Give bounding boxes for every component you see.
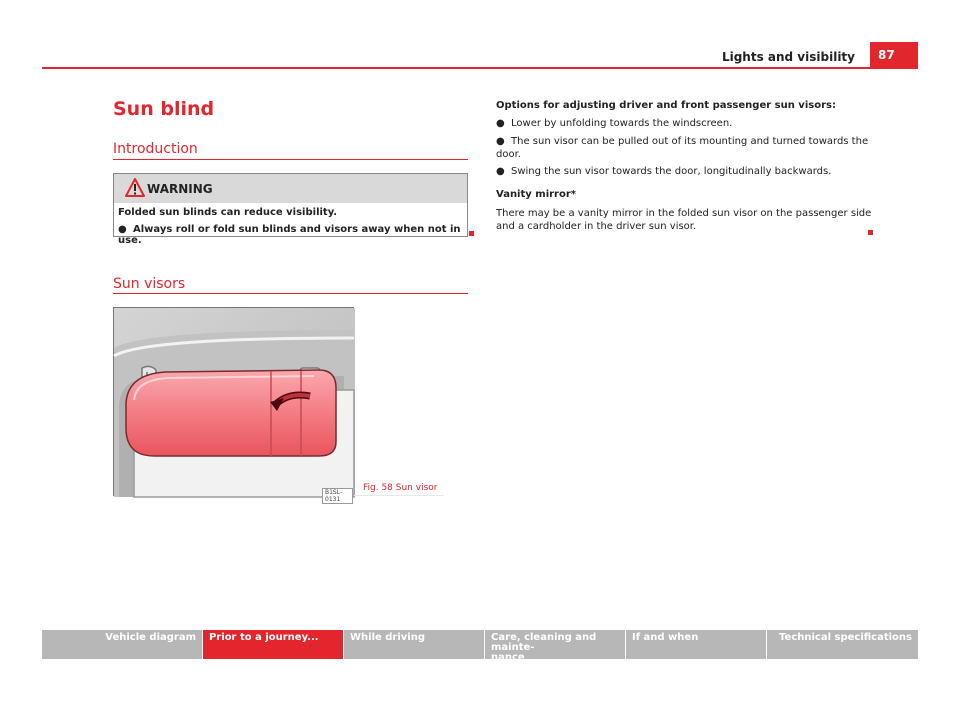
- caption-rule: [354, 495, 444, 496]
- bullet-icon: ●: [496, 166, 505, 177]
- nav-tab-while-driving[interactable]: While driving: [344, 630, 484, 659]
- option-item: ● Swing the sun visor towards the door, longitudinally backwards.: [496, 166, 832, 177]
- nav-tab-care-cleaning[interactable]: Care, cleaning and mainte- nance: [485, 630, 625, 659]
- sun-visor-illustration: [114, 308, 355, 497]
- option-item: ● Lower by unfolding towards the windscreen.: [496, 118, 733, 129]
- warning-header: [114, 174, 467, 203]
- vanity-mirror-text: There may be a vanity mirror in the folded sun visor on the passenger side: [496, 208, 872, 219]
- heading-rule: [113, 293, 468, 294]
- nav-tab-prior-to-journey[interactable]: Prior to a journey...: [203, 630, 343, 659]
- vanity-mirror-text: and a cardholder in the driver sun visor.: [496, 221, 697, 232]
- introduction-heading: Introduction: [113, 141, 198, 157]
- section-title: Sun blind: [113, 98, 215, 120]
- heading-rule: [113, 159, 468, 160]
- sun-visors-heading: Sun visors: [113, 276, 186, 292]
- warning-triangle-icon: [125, 178, 145, 197]
- section-end-mark: [868, 230, 873, 235]
- bullet-icon: ●: [496, 118, 505, 129]
- warning-bullet-text: Always roll or fold sun blinds and visors away when not in use.: [118, 224, 461, 246]
- warning-text: Folded sun blinds can reduce visibility.: [118, 207, 338, 218]
- bullet-icon: ●: [118, 224, 127, 235]
- figure-caption: Fig. 58 Sun visor: [363, 483, 438, 493]
- warning-box: [113, 173, 468, 246]
- nav-tab-technical-specifications[interactable]: Technical specifications: [767, 630, 918, 659]
- figure-code: B1SL-0131: [322, 488, 353, 504]
- bullet-icon: ●: [496, 136, 505, 147]
- nav-tab-if-and-when[interactable]: If and when: [626, 630, 766, 659]
- warning-label: WARNING: [147, 182, 213, 196]
- section-end-mark: [469, 231, 474, 236]
- warning-bullet-item: [118, 224, 467, 246]
- vanity-mirror-heading: Vanity mirror*: [496, 189, 577, 200]
- nav-tab-vehicle-diagram[interactable]: Vehicle diagram: [42, 630, 202, 659]
- options-heading: Options for adjusting driver and front passenger sun visors:: [496, 100, 836, 111]
- chapter-navigation: [42, 630, 918, 663]
- option-item: ● The sun visor can be pulled out of its mounting and turned towards the: [496, 136, 869, 147]
- option-item-continuation: door.: [496, 149, 521, 160]
- page-number: 87: [870, 42, 918, 68]
- sun-visor-figure: [113, 307, 354, 503]
- header-rule: [42, 67, 918, 69]
- running-header-title: Lights and visibility: [721, 50, 855, 64]
